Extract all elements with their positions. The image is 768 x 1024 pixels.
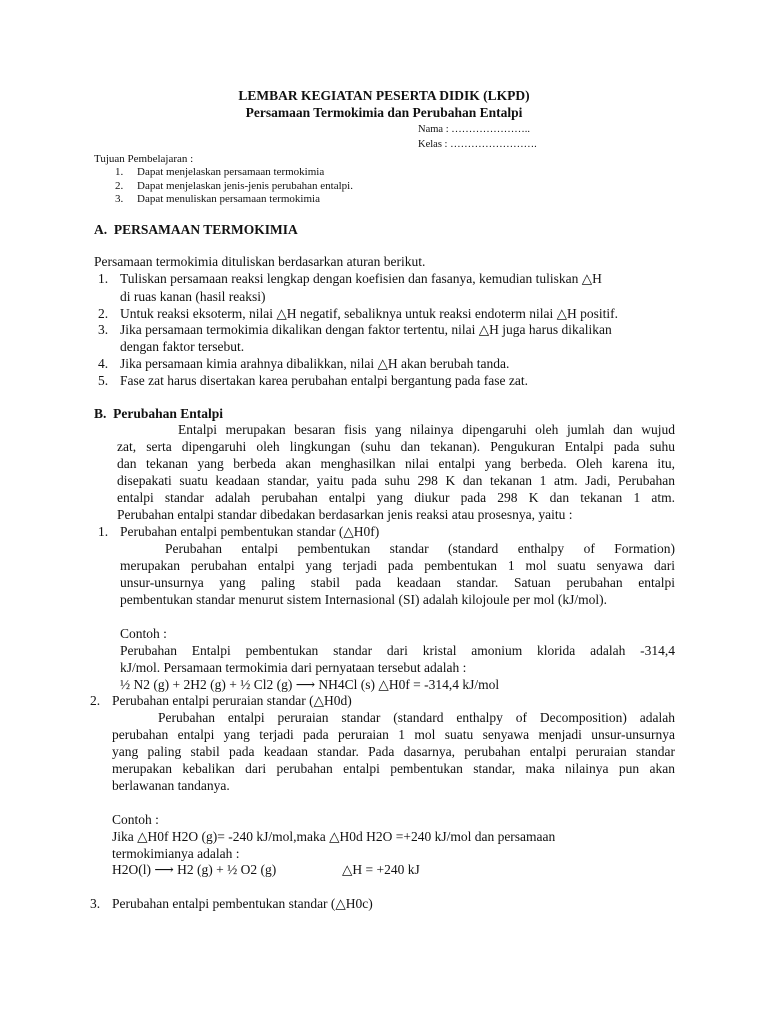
rule-num-3: 3. bbox=[98, 322, 109, 337]
item2-contoh-label: Contoh : bbox=[112, 812, 159, 827]
tujuan-num-3: 3. bbox=[115, 193, 124, 205]
section-b-para-line: disepakati suatu keadaan standar, yaitu pada suhu 298 K dan tekanan 1 atm. Jadi, Perubahan bbox=[117, 473, 675, 488]
item2-equation-right: △H = +240 kJ bbox=[342, 862, 420, 877]
kelas-field: Kelas : ……………………. bbox=[418, 139, 537, 150]
section-b-para-line: zat, serta dipengaruhi oleh lingkungan (suhu dan tekanan). Pengukuran Entalpi pada suhu bbox=[117, 439, 675, 454]
rule-num-5: 5. bbox=[98, 373, 109, 388]
tujuan-label: Tujuan Pembelajaran : bbox=[94, 153, 194, 165]
item2-para-line: berlawanan tandanya. bbox=[112, 778, 230, 793]
item1-contoh-line: Perubahan Entalpi pembentukan standar dari kristal amonium klorida adalah -314,4 bbox=[120, 643, 675, 658]
tujuan-num-1: 1. bbox=[115, 166, 124, 178]
rule-4-line-1: Jika persamaan kimia arahnya dibalikkan, nilai △H akan berubah tanda. bbox=[120, 356, 510, 371]
item3-title: Perubahan entalpi pembentukan standar (△H0c) bbox=[112, 896, 373, 911]
section-b-para-line: Entalpi merupakan besaran fisis yang nilainya dipengaruhi oleh jumlah dan wujud bbox=[178, 422, 675, 437]
item1-para-line: Perubahan entalpi pembentukan standar (standard enthalpy of Formation) bbox=[165, 541, 675, 556]
section-b-para-line: dan tekanan yang berbeda akan menghasilkan nilai entalpi yang berbeda. Oleh karena itu, bbox=[117, 456, 675, 471]
item1-title: Perubahan entalpi pembentukan standar (△H0f) bbox=[120, 524, 380, 539]
tujuan-item-1: Dapat menjelaskan persamaan termokimia bbox=[137, 166, 325, 178]
document-subtitle: Persamaan Termokimia dan Perubahan Entalpi bbox=[245, 105, 523, 120]
item1-contoh-label: Contoh : bbox=[120, 626, 167, 641]
item1-num: 1. bbox=[98, 524, 109, 539]
rule-1-line-2: di ruas kanan (hasil reaksi) bbox=[120, 289, 266, 304]
item1-equation: ½ N2 (g) + 2H2 (g) + ½ Cl2 (g) ⟶ NH4Cl (s) △H0f = -314,4 kJ/mol bbox=[120, 677, 500, 692]
item1-contoh-line: kJ/mol. Persamaan termokimia dari pernyataan tersebut adalah : bbox=[120, 660, 467, 675]
rule-3-line-2: dengan faktor tersebut. bbox=[120, 339, 245, 354]
item2-contoh-line: termokimianya adalah : bbox=[112, 846, 240, 861]
section-a-heading: A. PERSAMAAN TERMOKIMIA bbox=[94, 222, 298, 237]
item2-para-line: yang paling stabil pada keadaan standar. Pada dasarnya, perubahan entalpi peruraian standar bbox=[112, 744, 675, 759]
item2-para-line: perubahan entalpi yang terjadi pada peruraian 1 mol suatu senyawa menjadi unsur-unsurnya bbox=[112, 727, 675, 742]
section-a-intro: Persamaan termokimia dituliskan berdasarkan aturan berikut. bbox=[94, 254, 426, 269]
rule-num-1: 1. bbox=[98, 271, 109, 286]
item3-num: 3. bbox=[90, 896, 101, 911]
item2-num: 2. bbox=[90, 693, 101, 708]
section-b-heading: B. Perubahan Entalpi bbox=[94, 406, 224, 421]
item2-para-line: merupakan kebalikan dari perubahan entalpi pembentukan standar, maka nilainya pun akan bbox=[112, 761, 675, 776]
rule-2-line-1: Untuk reaksi eksoterm, nilai △H negatif, sebaliknya untuk reaksi endoterm nilai △H positif. bbox=[120, 306, 619, 321]
tujuan-num-2: 2. bbox=[115, 180, 124, 192]
item2-para-line: Perubahan entalpi peruraian standar (standard enthalpy of Decomposition) adalah bbox=[158, 710, 675, 725]
item2-title: Perubahan entalpi peruraian standar (△H0d) bbox=[112, 693, 352, 708]
item2-equation-left: H2O(l) ⟶ H2 (g) + ½ O2 (g) bbox=[112, 862, 277, 877]
rule-1-line-1: Tuliskan persamaan reaksi lengkap dengan koefisien dan fasanya, kemudian tuliskan △H bbox=[120, 271, 602, 286]
item1-para-line: merupakan perubahan entalpi yang terjadi pada pembentukan 1 mol suatu senyawa dari bbox=[120, 558, 675, 573]
rule-5-line-1: Fase zat harus disertakan karea perubahan entalpi bergantung pada fase zat. bbox=[120, 373, 528, 388]
tujuan-item-2: Dapat menjelaskan jenis-jenis perubahan entalpi. bbox=[137, 180, 353, 192]
section-b-para-line: entalpi standar adalah perubahan entalpi yang diukur pada 298 K dan tekanan 1 atm. bbox=[117, 490, 675, 505]
item1-para-line: unsur-unsurnya yang paling stabil pada keadaan standar. Satuan perubahan entalpi bbox=[120, 575, 675, 590]
rule-num-4: 4. bbox=[98, 356, 109, 371]
nama-field: Nama : ………………….. bbox=[418, 124, 530, 135]
item2-contoh-line: Jika △H0f H2O (g)= -240 kJ/mol,maka △H0d H2O =+240 kJ/mol dan persamaan bbox=[112, 829, 556, 844]
tujuan-item-3: Dapat menuliskan persamaan termokimia bbox=[137, 193, 320, 205]
rule-num-2: 2. bbox=[98, 306, 109, 321]
item1-para-line: pembentukan standar menurut sistem Internasional (SI) adalah kilojoule per mol (kJ/mol). bbox=[120, 592, 608, 607]
document-title: LEMBAR KEGIATAN PESERTA DIDIK (LKPD) bbox=[238, 88, 530, 103]
section-b-para-line: Perubahan entalpi standar dibedakan berdasarkan jenis reaksi atau prosesnya, yaitu : bbox=[117, 507, 573, 522]
rule-3-line-1: Jika persamaan termokimia dikalikan dengan faktor tertentu, nilai △H juga harus dikalikan bbox=[120, 322, 612, 337]
